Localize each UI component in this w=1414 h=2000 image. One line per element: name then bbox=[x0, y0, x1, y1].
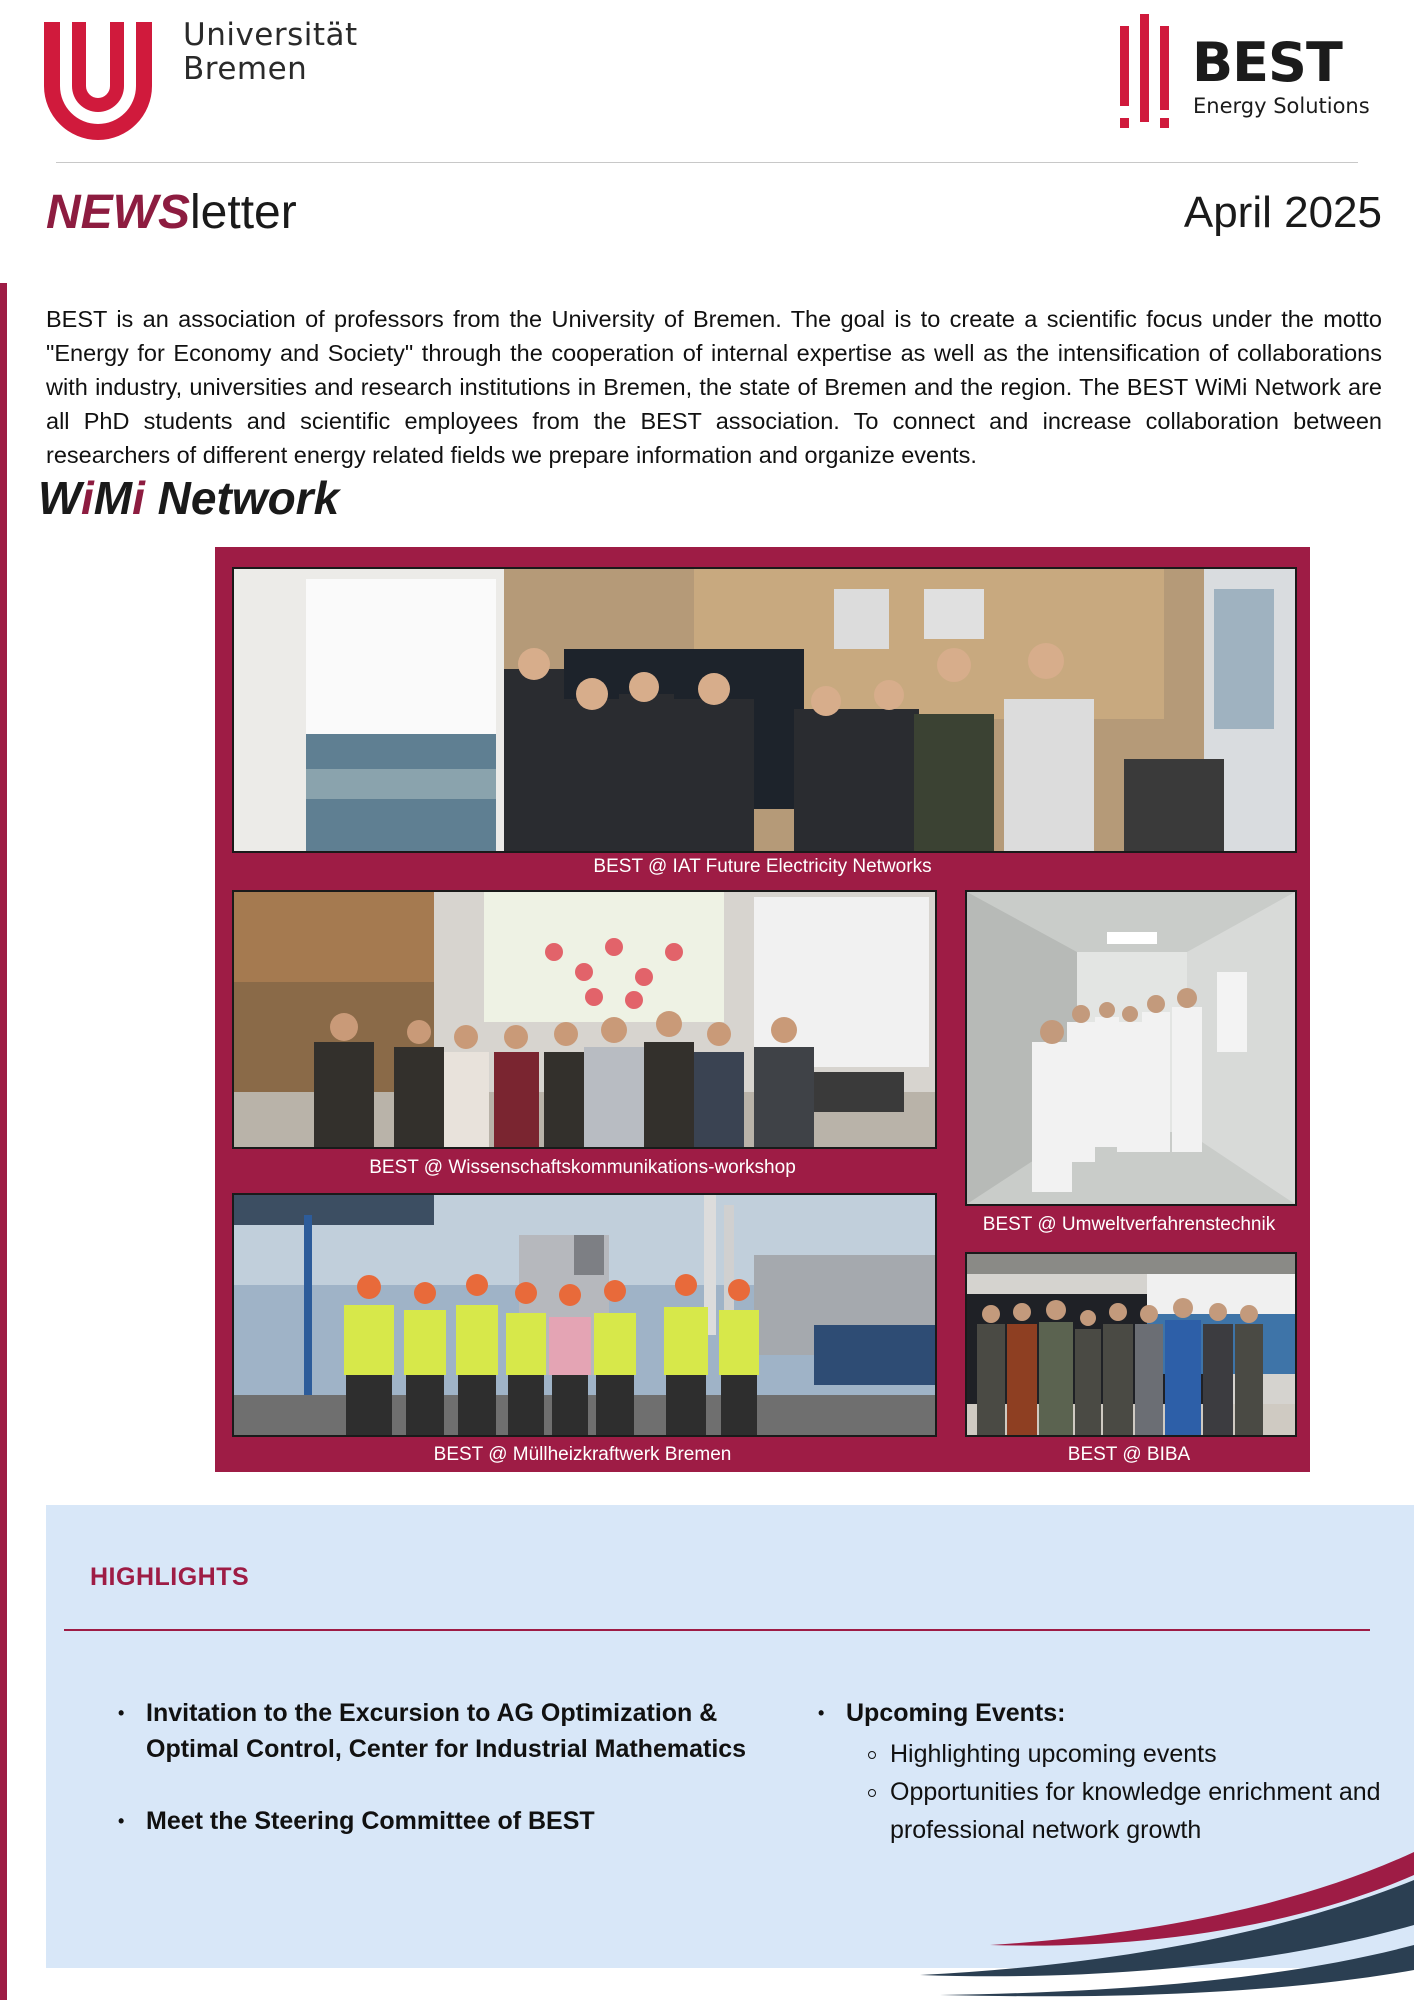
newsletter-title bbox=[46, 185, 297, 241]
header-divider bbox=[56, 162, 1358, 163]
highlight-spacer bbox=[100, 1767, 750, 1803]
issue-date: April 2025 bbox=[1183, 188, 1382, 237]
university-bremen-logo-icon bbox=[38, 22, 158, 142]
highlight-excursion: • Invitation to the Excursion to AG Optimization & Optimal Control, Center for Industrial Mathematics bbox=[100, 1695, 750, 1767]
photo-umwelt-image bbox=[967, 892, 1295, 1204]
best-energy-solutions-logo bbox=[1118, 14, 1368, 134]
title-news: NEWS bbox=[46, 186, 190, 239]
photo-muellheizkraftwerk-group bbox=[232, 1193, 937, 1437]
best-wordmark: BEST bbox=[1192, 31, 1342, 94]
left-accent-bar bbox=[0, 283, 7, 2000]
university-name bbox=[183, 18, 358, 86]
intro-paragraph: BEST is an association of professors from the University of Bremen. The goal is to create a scientific focus under the motto "Energy for Economy and Society" through the cooperation of internal expertise as well as the intensification of collaborations with industry, universities and research institutions in Bremen, the state of Bremen and the region. The BEST WiMi Network are all PhD students and scientific employees from the BEST association. To connect and increase collaboration between researchers of different energy related fields we prepare information and organize events. bbox=[46, 305, 1382, 468]
photo-iat-group bbox=[232, 567, 1297, 853]
caption-iat: BEST @ IAT Future Electricity Networks bbox=[593, 856, 932, 877]
highlights-divider bbox=[64, 1629, 1370, 1631]
best-mark-icon bbox=[1118, 14, 1172, 134]
caption-muellheizkraftwerk: BEST @ Müllheizkraftwerk Bremen bbox=[433, 1444, 732, 1465]
wimi-network-heading bbox=[38, 470, 339, 526]
highlights-panel bbox=[46, 1505, 1414, 1968]
photo-biba-image bbox=[967, 1254, 1295, 1435]
university-name-line2: Bremen bbox=[183, 51, 308, 87]
best-tagline: Energy Solutions bbox=[1193, 94, 1370, 118]
photo-iat-image bbox=[234, 569, 1295, 851]
heading-i1: i bbox=[81, 472, 94, 524]
heading-rest: Network bbox=[144, 472, 340, 524]
caption-biba: BEST @ BIBA bbox=[1067, 1444, 1191, 1465]
heading-w: W bbox=[38, 472, 82, 524]
highlights-right-list bbox=[800, 1695, 1400, 1849]
photo-umwelt-group bbox=[965, 890, 1297, 1206]
photo-muellheizkraftwerk-image bbox=[234, 1195, 935, 1435]
highlight-steering-committee: • Meet the Steering Committee of BEST bbox=[100, 1803, 750, 1839]
highlights-title: HIGHLIGHTS bbox=[90, 1563, 250, 1591]
upcoming-events-heading: • Upcoming Events: bbox=[800, 1695, 1400, 1731]
caption-umwelt: BEST @ Umweltverfahrenstechnik bbox=[982, 1214, 1276, 1235]
heading-m: M bbox=[93, 472, 133, 524]
title-letter: letter bbox=[190, 186, 297, 239]
caption-workshop: BEST @ Wissenschaftskommunikations-workshop bbox=[369, 1157, 796, 1178]
photo-biba-group bbox=[965, 1252, 1297, 1437]
photo-workshop-group bbox=[232, 890, 937, 1149]
highlights-left-list bbox=[100, 1695, 750, 1839]
photo-workshop-image bbox=[234, 892, 935, 1147]
photo-collage bbox=[215, 547, 1310, 1472]
upcoming-event-item: Highlighting upcoming events bbox=[800, 1735, 1400, 1773]
upcoming-event-item: Opportunities for knowledge enrichment and professional network growth bbox=[800, 1773, 1400, 1849]
heading-i2: i bbox=[132, 472, 145, 524]
university-name-line1: Universität bbox=[183, 17, 358, 53]
